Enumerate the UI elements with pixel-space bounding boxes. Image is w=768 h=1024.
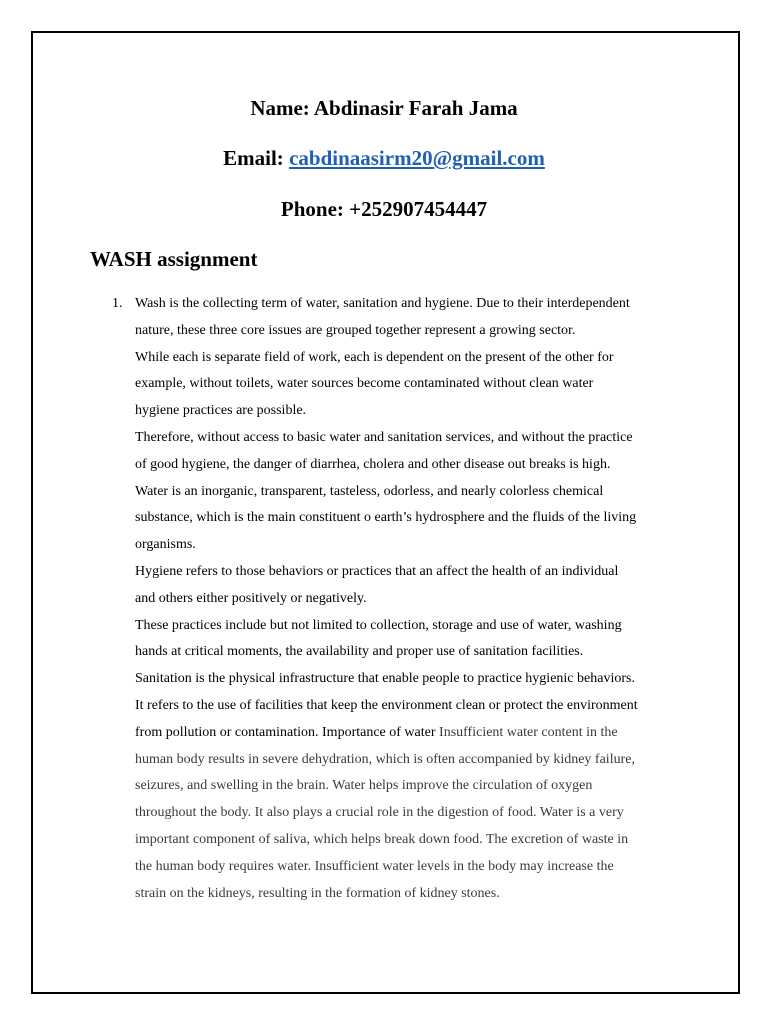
list-item-body bbox=[135, 291, 695, 907]
importance-of-water-lead: from pollution or contamination. Importance of water bbox=[135, 724, 440, 740]
paragraph-line: organisms. bbox=[135, 537, 196, 553]
phone-line: Phone: +252907454447 bbox=[280, 197, 488, 221]
paragraph-line: and others either positively or negatively. bbox=[135, 590, 367, 606]
paragraph-line: hands at critical moments, the availability and proper use of sanitation facilities. bbox=[135, 644, 584, 660]
paragraph-line: hygiene practices are possible. bbox=[135, 403, 307, 419]
paragraph-line: While each is separate field of work, each is dependent on the present of the other for bbox=[135, 349, 614, 365]
author-name: Name: Abdinasir Farah Jama bbox=[250, 96, 518, 120]
paragraph-line: strain on the kidneys, resulting in the formation of kidney stones. bbox=[135, 885, 500, 901]
paragraph-line: Therefore, without access to basic water and sanitation services, and without the practice bbox=[135, 429, 633, 445]
section-title: WASH assignment bbox=[90, 247, 258, 271]
paragraph-line: of good hygiene, the danger of diarrhea, cholera and other disease out breaks is high. bbox=[135, 456, 611, 472]
paragraph-line: throughout the body. It also plays a crucial role in the digestion of food. Water is a very bbox=[135, 805, 624, 821]
email-line bbox=[0, 145, 768, 171]
paragraph-line: It refers to the use of facilities that keep the environment clean or protect the environment bbox=[135, 697, 638, 713]
importance-of-water-text: Insufficient water content in the bbox=[439, 724, 618, 740]
paragraph-line: the human body requires water. Insufficient water levels in the body may increase the bbox=[135, 858, 614, 874]
paragraph-line: Hygiene refers to those behaviors or practices that an affect the health of an individual bbox=[135, 563, 619, 579]
paragraph-line: These practices include but not limited to collection, storage and use of water, washing bbox=[135, 617, 622, 633]
paragraph-line-mixed bbox=[135, 720, 695, 747]
paragraph-line: example, without toilets, water sources become contaminated without clean water bbox=[135, 376, 594, 392]
paragraph-line: Water is an inorganic, transparent, tasteless, odorless, and nearly colorless chemical bbox=[135, 483, 604, 499]
paragraph-line: substance, which is the main constituent o earth’s hydrosphere and the fluids of the living bbox=[135, 510, 637, 526]
paragraph-line: important component of saliva, which helps break down food. The excretion of waste in bbox=[135, 831, 629, 847]
email-link[interactable]: cabdinaasirm20@gmail.com bbox=[289, 146, 545, 170]
paragraph-line: Sanitation is the physical infrastructure that enable people to practice hygienic behaviors. bbox=[135, 671, 635, 687]
paragraph-line: human body results in severe dehydration, which is often accompanied by kidney failure, bbox=[135, 751, 635, 767]
paragraph-line: seizures, and swelling in the brain. Water helps improve the circulation of oxygen bbox=[135, 778, 593, 794]
list-marker: 1. bbox=[112, 296, 123, 311]
email-label: Email: bbox=[223, 146, 290, 170]
paragraph-line: nature, these three core issues are grouped together represent a growing sector. bbox=[135, 322, 576, 338]
paragraph-line: Wash is the collecting term of water, sanitation and hygiene. Due to their interdependent bbox=[135, 296, 630, 311]
